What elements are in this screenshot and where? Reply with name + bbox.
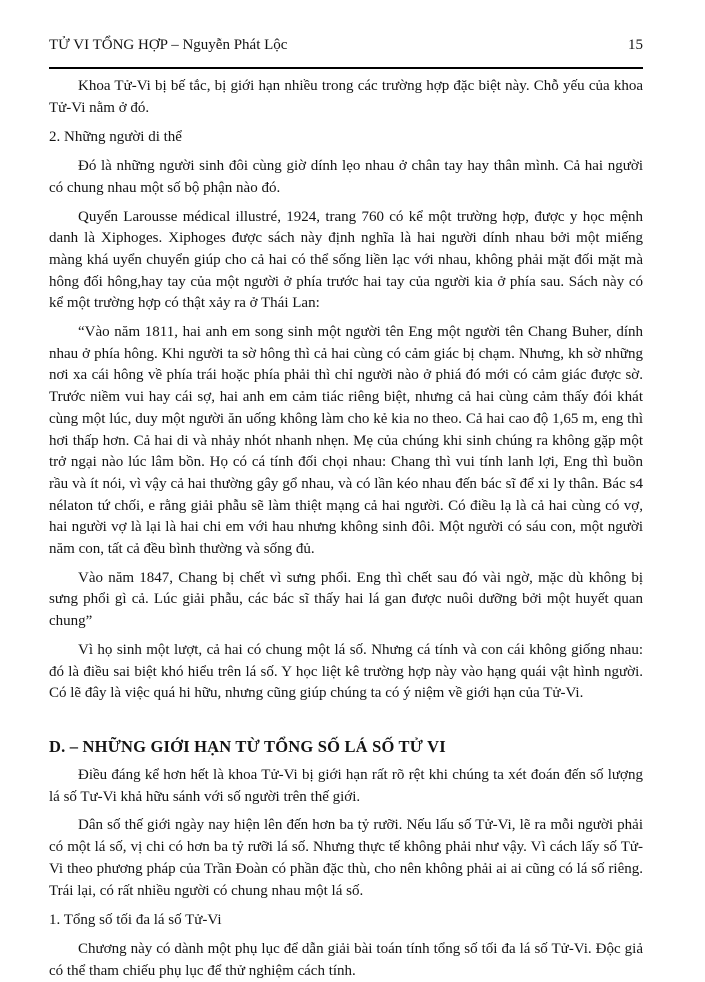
subheading: 1. Tổng số tối đa lá số Tử-Vi (49, 912, 222, 929)
paragraph: Quyển Larousse médical illustré, 1924, trang 760 có kể một trường hợp, được y học mệnh danh là Xiphoges. Xiphoges được sách này định nghĩa là hai người dính nhau bởi một miếng màng khá uyển chuyển giúp cho cả hai có thể sống liền lạc với nhau, không phải mặt đối mặt mà hông đối hông,hay tay của một người ở phía trước hai tay của người kia ở phía sau. Sách này có kể một trường hợp có thật xảy ra ở Thái Lan: (49, 208, 643, 312)
paragraph: “Vào năm 1811, hai anh em song sinh một người tên Eng một người tên Chang Buher, dính nhau ở phía hông. Khi người ta sờ hông thì cả hai cùng có cảm giác bị chạm. Nhưng, kh sờ những nơi xa cái hông về phía trái hoặc phía phải thì chỉ người nào ở phiá đó mới có cảm giác được sờ. Trước niềm vui hay cái sợ, hai anh em cảm tiác riêng biệt, nhưng cả hai cùng cảm thấy đói khát cùng một lúc, duy một người ăn uống không làm cho kẻ kia no theo. Cả hai cao độ 1,65 m, eng thì hơi thấp hơn. Cả hai di và nhảy nhót nhanh nhẹn. Mẹ của chúng khi sinh chúng ra không gặp một trở ngại nào lúc lâm bồn. Họ có cá tính đối chọi nhau: Chang thì vui tính lanh lợi, Eng thì buồn rầu và ít nói, vì vậy cả hai thường gây gổ nhau, và có lần kéo nhau đến bác sĩ để xi ly thân. Bác s4 nélaton tứ chối, e rằng giải phẫu sẽ làm thiệt mạng cả hai người. Có điều lạ là cả hai cùng có vợ, hai người vợ là lại là hai chi em với hau nhưng không sinh đôi. Một người có sáu con, một người năm con, tất cả đều bình thường và sống đủ. (49, 324, 643, 558)
running-head-title: TỬ VI TỔNG HỢP – Nguyễn Phát Lộc (49, 37, 288, 53)
subheading: 2. Những người di thể (49, 129, 182, 146)
paragraph: Điều đáng kể hơn hết là khoa Tử-Vi bị giới hạn rất rõ rệt khi chúng ta xét đoán đến số lượng lá số Tư-Vi khả hữu sánh với số người trên thế giới. (49, 766, 643, 805)
paragraph: Vì họ sinh một lượt, cả hai có chung một lá số. Nhưng cá tính và con cái không giống nhau: đó là điều sai biệt khó hiểu trên lá số. Y học liệt kê trường hợp này vào hạng quái vật hình người. Có lẽ đây là việc quá hi hữu, nhưng cũng giúp chúng ta có ý niệm về giới hạn của Tử-Vi. (49, 641, 643, 702)
header-divider (49, 67, 643, 69)
paragraph: Chương này có dành một phụ lục để dẫn giải bài toán tính tổng số tối đa lá số Tử-Vi. Độc giả có thể tham chiếu phụ lục để thử nghiệm cách tính. (49, 940, 643, 979)
page-header (49, 36, 643, 54)
paragraph: Khoa Tử-Vi bị bế tắc, bị giới hạn nhiều trong các trường hợp đặc biệt này. Chỗ yếu của khoa Tử-Vi nằm ở đó. (49, 78, 643, 116)
paragraph: Vào năm 1847, Chang bị chết vì sưng phổi. Eng thì chết sau đó vài ngờ, mặc dù không bị sưng phổi gì cả. Lúc giải phẫu, các bác sĩ thấy hai lá gan được nuôi dưỡng bởi một huyết quan chung” (49, 569, 643, 630)
page-number: 15 (628, 37, 643, 53)
page-content (49, 76, 643, 982)
paragraph: Dân số thế giới ngày nay hiện lên đến hơn ba tỷ rưỡi. Nếu lấu số Tử-Vi, lẽ ra mỗi người phải có một lá số, vị chi có hơn ba tỷ rưỡi lá số. Nhưng thực tế không phải như vậy. Vì cách lấy số Tử-Vi theo phương pháp của Trần Đoàn có phần đặc thù, cho nên không phải ai ai cũng có lá số riêng. Trái lại, có rất nhiều người có chung nhau một lá số. (49, 817, 643, 899)
paragraph: Đó là những người sinh đôi cùng giờ dính lẹo nhau ở chân tay hay thân mình. Cả hai người có chung nhau một số bộ phận nào đó. (49, 158, 643, 196)
section-heading: D. – NHỮNG GIỚI HẠN TỪ TỔNG SỐ LÁ SỐ TỬ VI (49, 736, 446, 756)
